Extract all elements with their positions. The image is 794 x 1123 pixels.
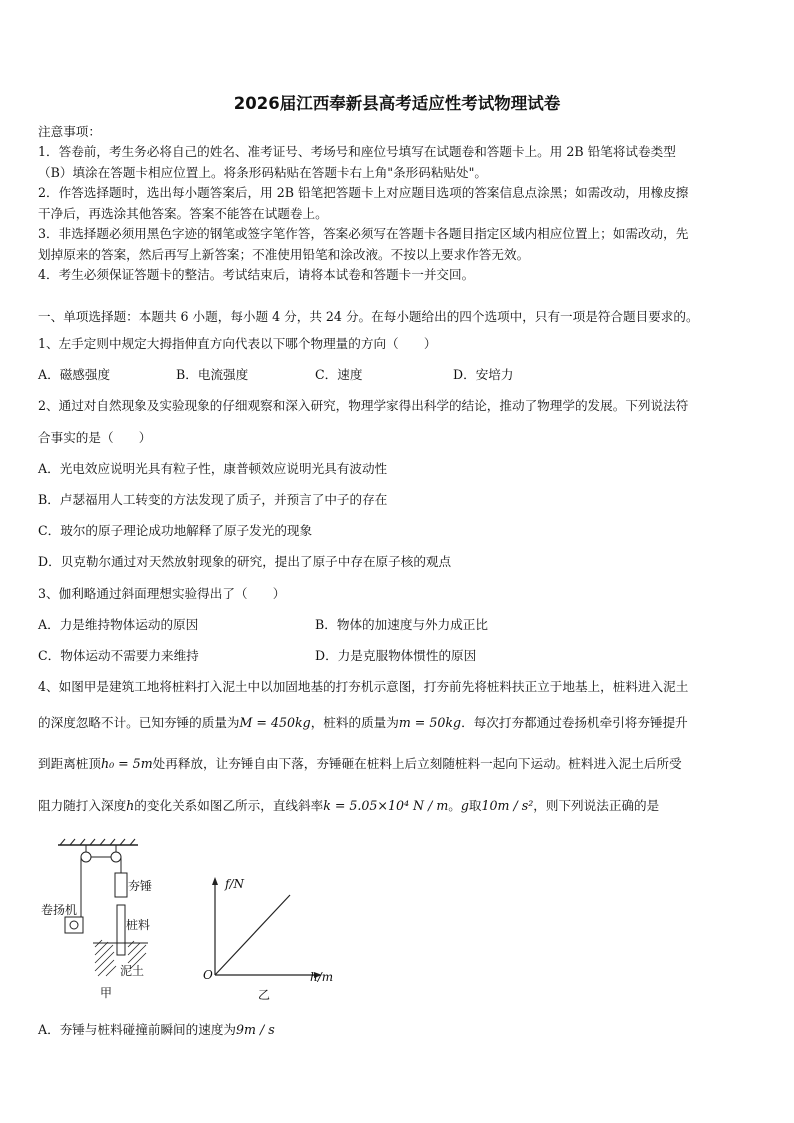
q3-option-b: B．物体的加速度与外力成正比: [315, 617, 488, 632]
winch-label: 卷扬机: [41, 903, 78, 917]
gravity-value: 10m / s²: [481, 798, 534, 813]
notice-heading: 注意事项：: [38, 124, 101, 139]
q1-option-a: A．磁感强度: [38, 367, 111, 382]
hammer-label: 夯锤: [128, 879, 153, 893]
notice-line-4: 干净后，再选涂其他答案。答案不能答在试题卷上。: [38, 206, 328, 221]
q4-text: 处再释放，让夯锤自由下落，夯锤砸在桩料上后立刻随桩料一起向下运动。桩料进入泥土后所受: [152, 756, 682, 771]
q1-option-b: B．电流强度: [176, 367, 249, 382]
release-height: h₀ = 5m: [100, 756, 153, 771]
gravity-symbol: g: [460, 798, 469, 813]
slope-value: k = 5.05×10⁴ N / m: [323, 798, 449, 813]
figure-yi-label: 乙: [258, 988, 271, 1002]
q1-option-c: C．速度: [315, 367, 363, 382]
q4-line-1: 4、如图甲是建筑工地将桩料打入泥土中以加固地基的打夯机示意图，打夯前先将桩料扶正立于地基上，桩料进入泥土: [38, 679, 689, 694]
q4-text: 。: [448, 798, 461, 813]
q1-stem: 1、左手定则中规定大拇指伸直方向代表以下哪个物理量的方向（ ）: [38, 336, 437, 351]
q3-option-a: A．力是维持物体运动的原因: [38, 617, 199, 632]
force-depth-graph: [198, 875, 338, 985]
x-axis-label: h/m: [310, 970, 334, 984]
q4-text: 取: [468, 798, 482, 813]
pile-mass: m = 50kg: [398, 715, 462, 730]
notice-line-2: （B）填涂在答题卡相应位置上。将条形码粘贴在答题卡右上角"条形码粘贴处"。: [38, 165, 488, 180]
q4-option-a-text: A．夯锤与桩料碰撞前瞬间的速度为: [38, 1022, 237, 1037]
notice-line-1: 1．答卷前，考生务必将自己的姓名、准考证号、考场号和座位号填写在试题卷和答题卡上。用 2B 铅笔将试卷类型: [38, 144, 676, 159]
q2-option-a: A．光电效应说明光具有粒子性，康普顿效应说明光具有波动性: [38, 461, 388, 476]
section-heading: 一、单项选择题：本题共 6 小题，每小题 4 分，共 24 分。在每小题给出的四个选项中，只有一项是符合题目要求的。: [38, 309, 699, 324]
q2-option-b: B．卢瑟福用人工转变的方法发现了质子，并预言了中子的存在: [38, 492, 388, 507]
exam-title: 2026届江西奉新县高考适应性考试物理试卷: [233, 94, 561, 113]
q4-text: 的变化关系如图乙所示，直线斜率: [134, 798, 324, 813]
depth-symbol: h: [126, 798, 135, 813]
notice-line-5: 3．非选择题必须用黑色字迹的钢笔或签字笔作答，答案必须写在答题卡各题目指定区域内相应位置上；如需改动，先: [38, 226, 689, 241]
q3-stem: 3、伽利略通过斜面理想实验得出了（ ）: [38, 586, 286, 601]
q4-text: ，则下列说法正确的是: [533, 798, 660, 813]
q2-stem-line-1: 2、通过对自然现象及实验现象的仔细观察和深入研究，物理学家得出科学的结论，推动了物理学的发展。下列说法符: [38, 398, 689, 413]
q2-option-d: D．贝克勒尔通过对天然放射现象的研究，提出了原子中存在原子核的观点: [38, 554, 452, 569]
q3-option-c: C．物体运动不需要力来维持: [38, 648, 199, 663]
q4-text: 的深度忽略不计。已知夯锤的质量为: [38, 715, 240, 730]
notice-line-6: 划掉原来的答案，然后再写上新答案；不准使用铅笔和涂改液。不按以上要求作答无效。: [38, 247, 530, 262]
q4-text: ，桩料的质量为: [310, 715, 399, 730]
pile-label: 桩料: [126, 918, 151, 932]
q4-text: 阻力随打入深度: [38, 798, 127, 813]
impact-speed: 9m / s: [236, 1022, 275, 1037]
q4-line-2: [38, 712, 688, 731]
q2-option-c: C．玻尔的原子理论成功地解释了原子发光的现象: [38, 523, 313, 538]
q1-option-d: D．安培力: [453, 367, 514, 382]
notice-line-7: 4．考生必须保证答题卡的整洁。考试结束后，请将本试卷和答题卡一并交回。: [38, 267, 475, 282]
q4-text: 到距离桩顶: [38, 756, 101, 771]
q2-stem-line-2: 合事实的是（ ）: [38, 430, 152, 445]
soil-label: 泥土: [120, 964, 145, 978]
q3-option-d: D．力是克服物体惯性的原因: [315, 648, 477, 663]
notice-line-3: 2．作答选择题时，选出每小题答案后，用 2B 铅笔把答题卡上对应题目选项的答案信息点涂黑；如需改动，用橡皮擦: [38, 185, 689, 200]
hammer-mass: M = 450kg: [239, 715, 311, 730]
q4-option-a: [38, 1019, 275, 1038]
origin-label: O: [203, 968, 213, 982]
y-axis-label: f/N: [225, 877, 244, 891]
q4-line-3: [38, 753, 682, 772]
q4-text: ．每次打夯都通过卷扬机牵引将夯锤提升: [461, 715, 688, 730]
figure-jia-label: 甲: [100, 986, 113, 1000]
q4-line-4: [38, 795, 659, 814]
